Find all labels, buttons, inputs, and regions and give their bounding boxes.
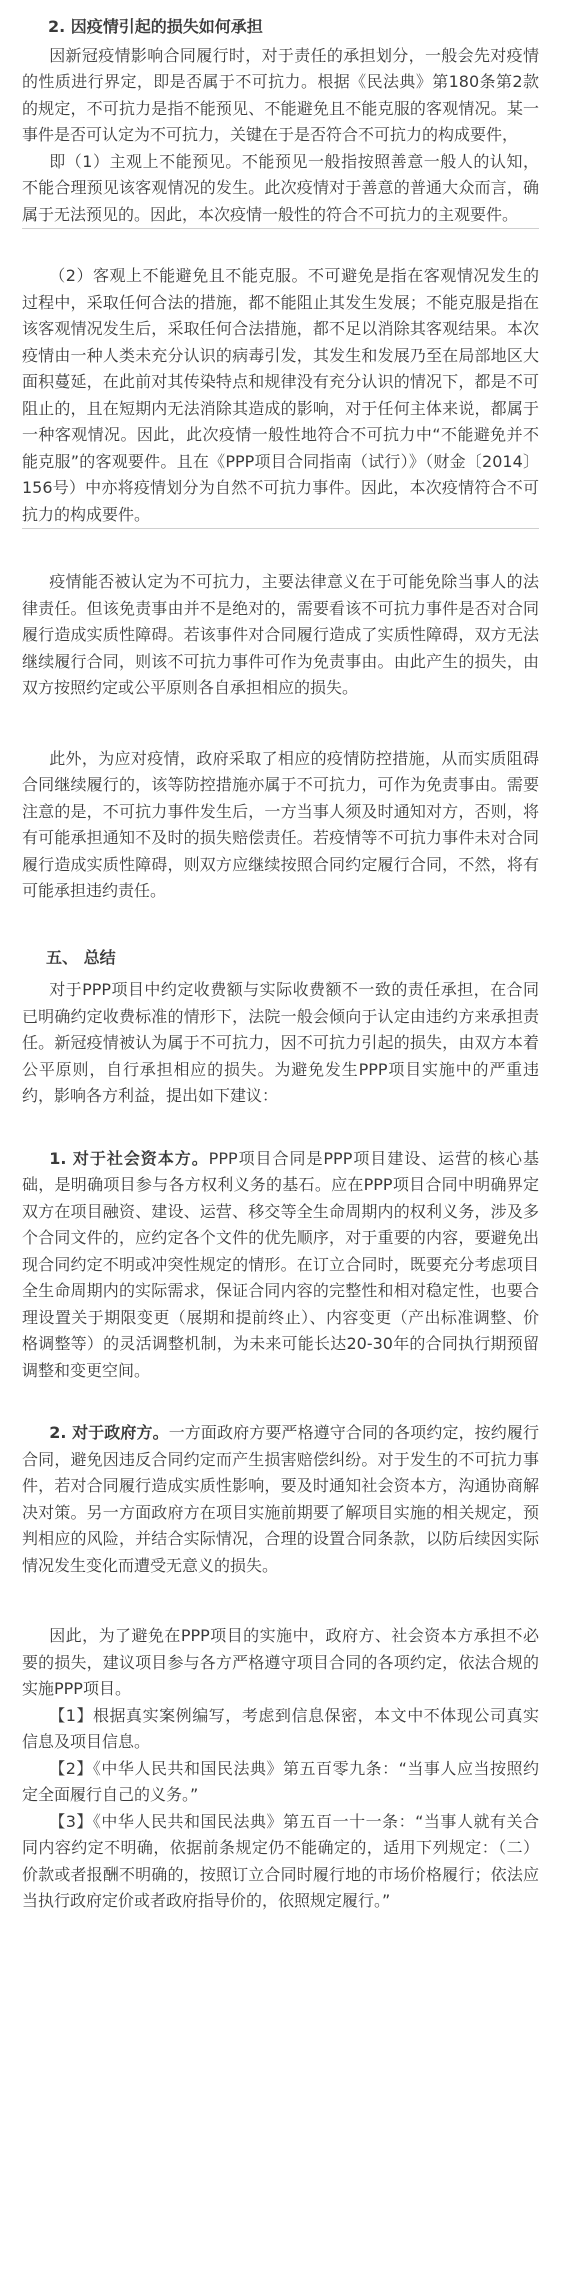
divider xyxy=(22,528,539,529)
paragraph-subjective-element: 即（1）主观上不能预见。不能预见一般指按照善意一般人的认知，不能合理预见该客观情况的发生。此次疫情对于善意的普通大众而言，确属于无法预见的。因此，本次疫情一般性的符合不可抗力的主观要件。 xyxy=(22,151,539,224)
paragraph-summary-intro: 对于PPP项目中约定收费额与实际收费额不一致的责任承担，在合同已明确约定收费标准的情形下，法院一般会倾向于认定由违约方来承担责任。新冠疫情被认为属于不可抗力，因不可抗力引起的损失，由双方本着公平原则，自行承担相应的损失。为避免发生PPP项目实施中的严重违约，影响各方利益，提出如下建议： xyxy=(22,980,539,1105)
section-heading-loss-bearing: 2. 因疫情引起的损失如何承担 xyxy=(48,17,263,36)
paragraph-control-measures: 此外，为应对疫情，政府采取了相应的疫情防控措施，从而实质阻碍合同继续履行的，该等防控措施亦属于不可抗力，可作为免责事由。需要注意的是，不可抗力事件发生后，一方当事人须及时通知对方，否则，将有可能承担通知不及时的损失赔偿责任。若疫情等不可抗力事件未对合同履行造成实质性障碍，则双方应继续按照合同约定履行合同，不然，将有可能承担违约责任。 xyxy=(22,748,539,900)
paragraph-objective-element: （2）客观上不能避免且不能克服。不可避免是指在客观情况发生的过程中，采取任何合法的措施，都不能阻止其发生发展；不能克服是指在该客观情况发生后，采取任何合法措施，都不足以消除其客观结果。本次疫情由一种人类未充分认识的病毒引发，其发生和发展乃至在局部地区大面积蔓延，在此前对其传染特点和规律没有充分认识的情况下，都是不可阻止的，且在短期内无法消除其造成的影响，对于任何主体来说，都属于一种客观情况。因此，此次疫情一般性地符合不可抗力中“不能避免并不能克服”的客观要件。且在《PPP项目合同指南（试行）》（财金〔2014〕156号）中亦将疫情划分为自然不可抗力事件。因此，本次疫情符合不可抗力的构成要件。 xyxy=(22,266,539,524)
paragraph-social-capital-advice xyxy=(22,1146,539,1385)
social-capital-text: PPP项目合同是PPP项目建设、运营的核心基础，是明确项目参与各方权利义务的基石。应在PPP项目合同中明确界定双方在项目融资、建设、运营、移交等全生命周期内的权利义务，涉及多个合同文件的，应约定各个文件的优先顺序，对于重要的内容，要避免出现合同约定不明或冲突性规定的情形。在订立合同时，既要充分考虑项目全生命周期内的实际需求，保证合同内容的完整性和相对稳定性，也要合理设置关于期限变更（展期和提前终止）、内容变更（产出标准调整、价格调整等）的灵活调整机制，为未来可能长达20-30年的合同执行期预留调整和变更空间。 xyxy=(22,1148,539,1380)
government-text: 一方面政府方要严格遵守合同的各项约定，按约履行合同，避免因违反合同约定而产生损害赔偿纠纷。对于发生的不可抗力事件，若对合同履行造成实质性影响，要及时通知社会资本方，沟通协商解决对策。另一方面政府方在项目实施前期要了解项目实施的相关规定，预判相应的风险，并结合实际情况，合理的设置合同条款，以防后续因实际情况发生变化而遭受无意义的损失。 xyxy=(22,1423,539,1575)
divider xyxy=(22,228,539,229)
social-capital-label: 1. 对于社会资本方。 xyxy=(49,1148,209,1168)
paragraph-conclusion: 因此，为了避免在PPP项目的实施中，政府方、社会资本方承担不必要的损失，建议项目参与各方严格遵守项目合同的各项约定，依法合规的实施PPP项目。 xyxy=(22,1626,539,1698)
section-heading-summary: 五、 总结 xyxy=(46,947,116,967)
paragraph-legal-significance: 疫情能否被认定为不可抗力，主要法律意义在于可能免除当事人的法律责任。但该免责事由并不是绝对的，需要看该不可抗力事件是否对合同履行造成实质性障碍。若该事件对合同履行造成了实质性障碍，双方无法继续履行合同，则该不可抗力事件可作为免责事由。由此产生的损失，由双方按照约定或公平原则各自承担相应的损失。 xyxy=(22,572,539,697)
paragraph-force-majeure-intro: 因新冠疫情影响合同履行时，对于责任的承担划分，一般会先对疫情的性质进行界定，即是否属于不可抗力。根据《民法典》第180条第2款的规定，不可抗力是指不能预见、不能避免且不能克服的客观情况。某一事件是否可认定为不可抗力，关键在于是否符合不可抗力的构成要件， xyxy=(22,45,539,144)
paragraph-government-advice xyxy=(22,1420,539,1579)
footnote-3: 【3】《中华人民共和国民法典》第五百一十一条：“当事人就有关合同内容约定不明确，依据前条规定仍不能确定的，适用下列规定：（二）价款或者报酬不明确的，按照订立合同时履行地的市场价格履行；依法应当执行政府定价或者政府指导价的，依照规定履行。” xyxy=(22,1811,539,1910)
footnote-1: 【1】根据真实案例编写，考虑到信息保密，本文中不体现公司真实信息及项目信息。 xyxy=(22,1705,539,1751)
footnote-2: 【2】《中华人民共和国民法典》第五百零九条：“当事人应当按照约定全面履行自己的义务。” xyxy=(22,1758,539,1804)
government-label: 2. 对于政府方。 xyxy=(49,1423,169,1442)
